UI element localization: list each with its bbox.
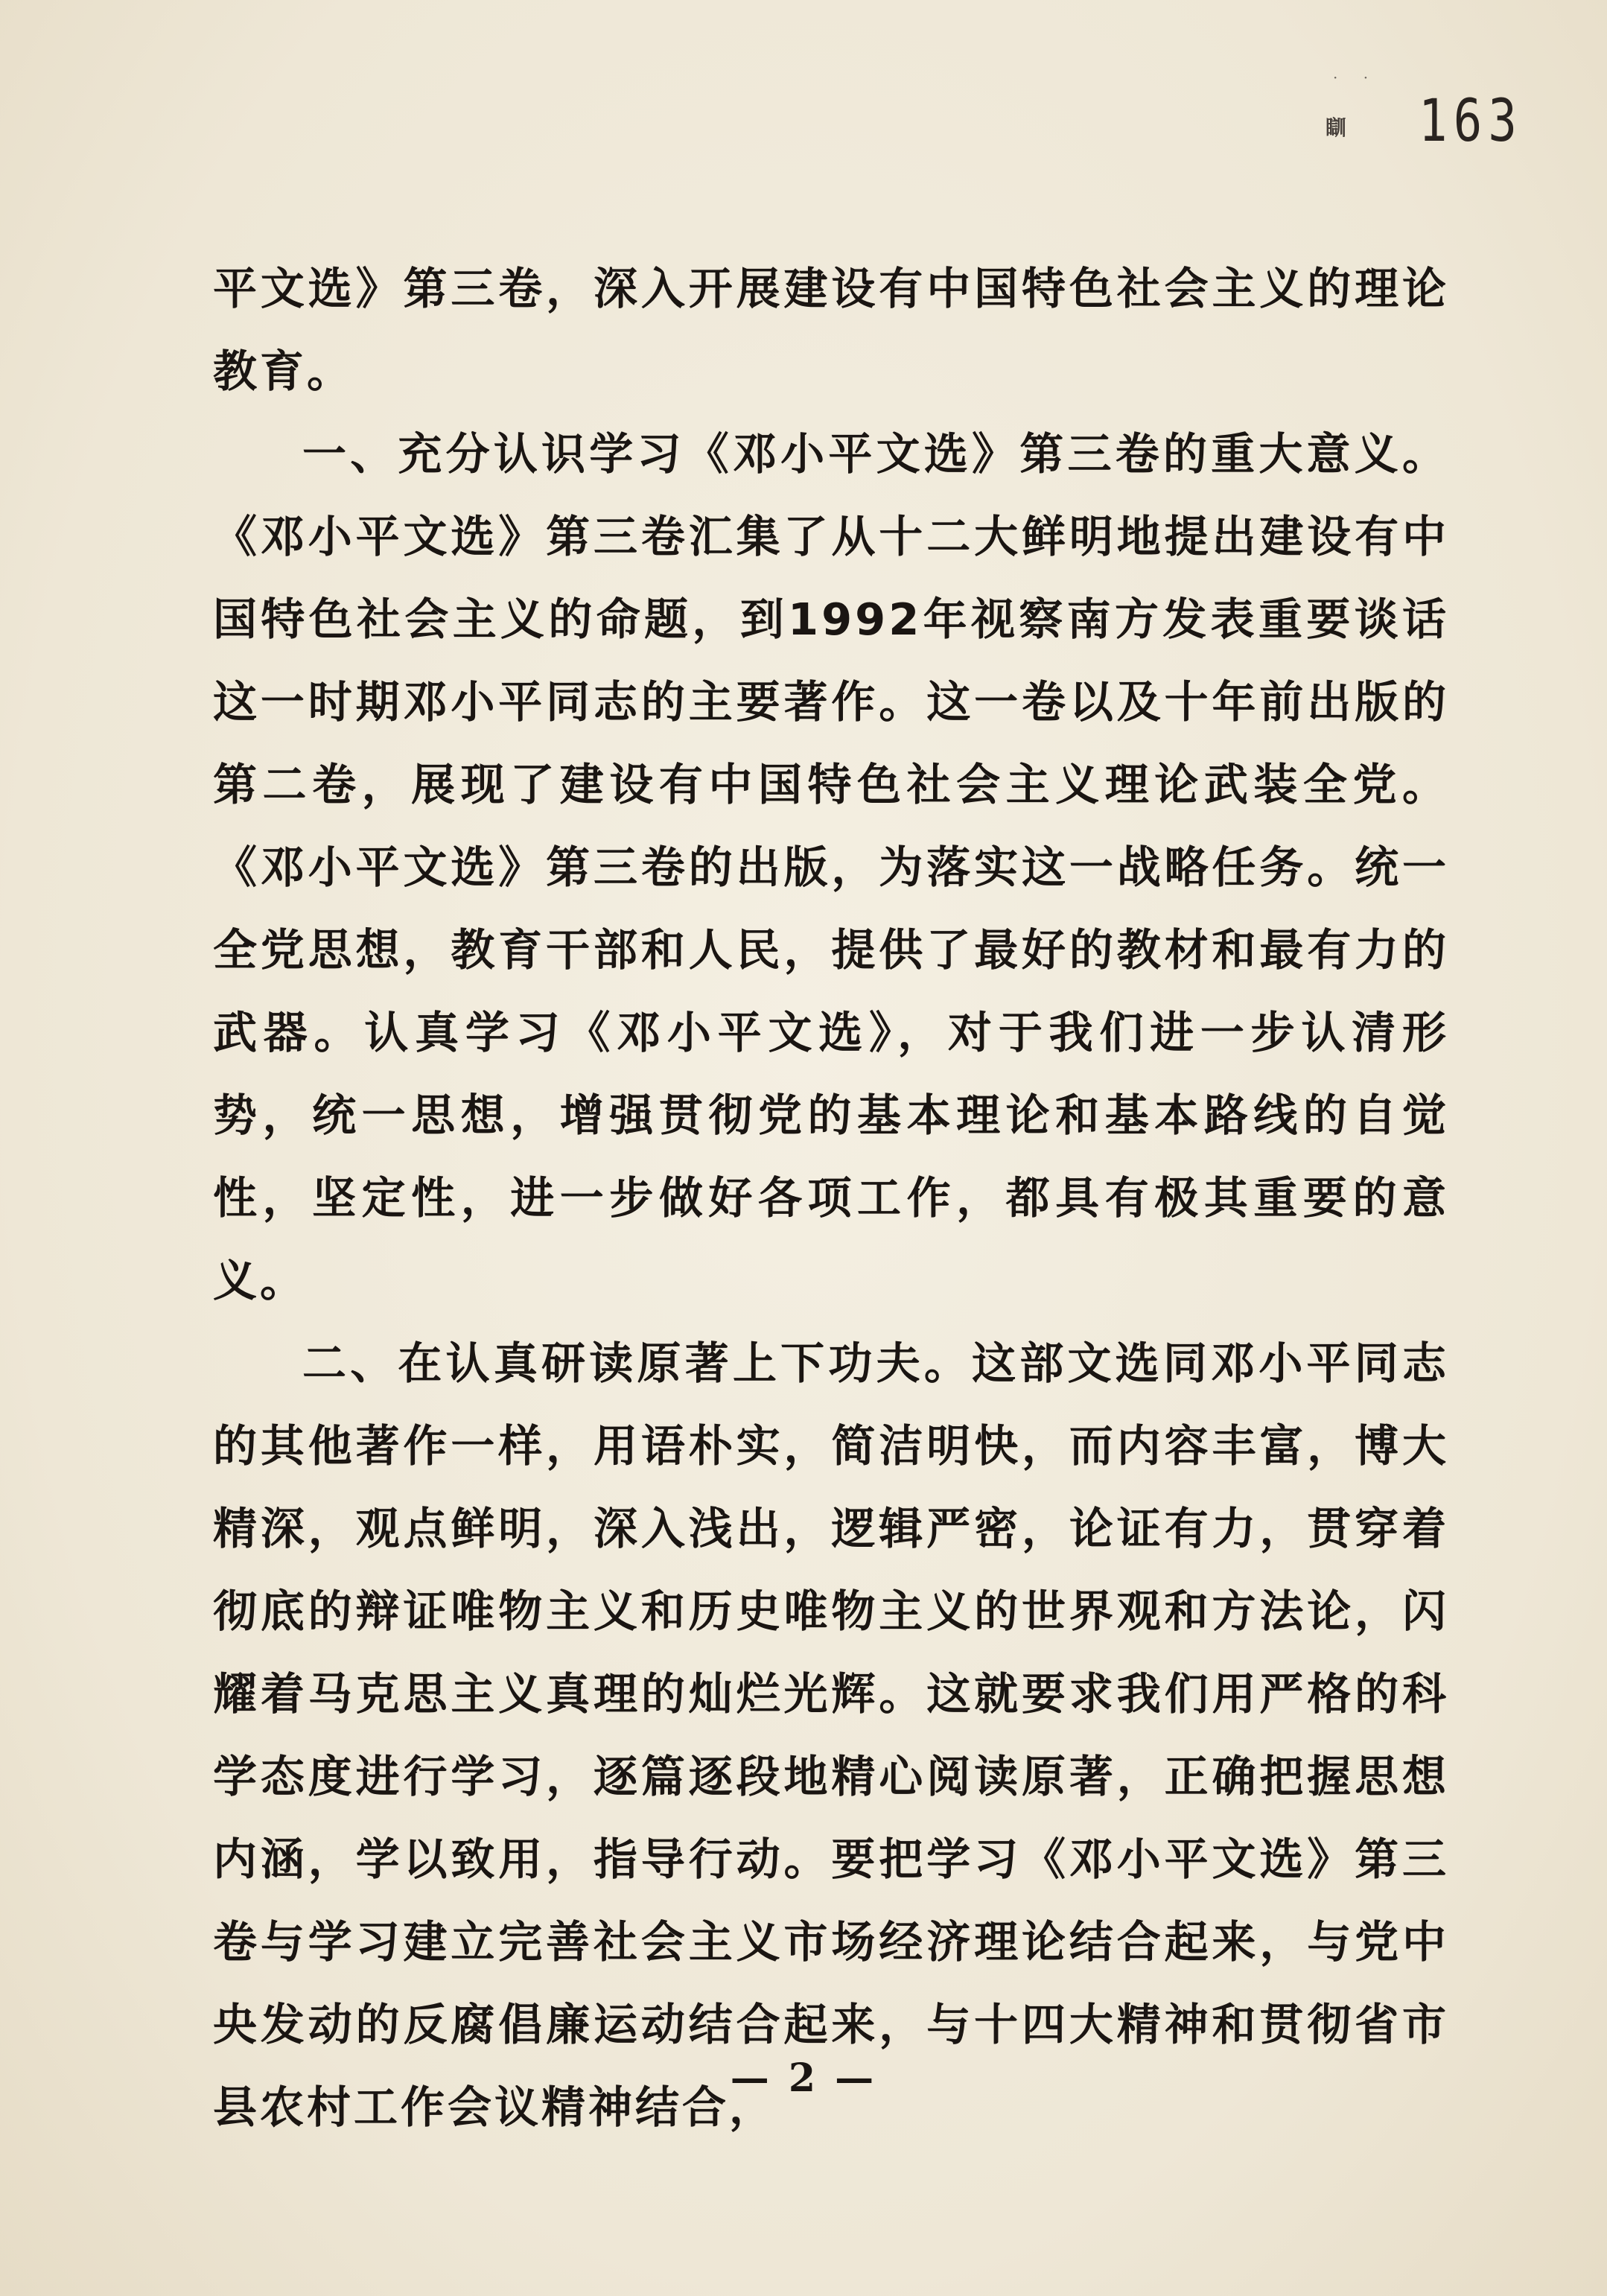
archive-number: 163 xyxy=(1419,88,1524,155)
body-text xyxy=(213,247,1449,2149)
paragraph-significance: 一、充分认识学习《邓小平文选》第三卷的重大意义。《邓小平文选》第三卷汇集了从十二大鲜明地提出建设有中国特色社会主义的命题，到1992年视察南方发表重要谈话这一时期邓小平同志的主要著作。这一卷以及十年前出版的第二卷，展现了建设有中国特色社会主义理论武装全党。《邓小平文选》第三卷的出版，为落实这一战略任务。统一全党思想，教育干部和人民，提供了最好的教材和最有力的武器。认真学习《邓小平文选》，对于我们进一步认清形势，统一思想，增强贯彻党的基本理论和基本路线的自觉性，坚定性，进一步做好各项工作，都具有极其重要的意义。 xyxy=(213,428,1449,1306)
archive-stamp: 瞓 xyxy=(1326,115,1349,140)
page-number: — 2 — xyxy=(730,2055,877,2101)
paragraph-study-original: 二、在认真研读原著上下功夫。这部文选同邓小平同志的其他著作一样，用语朴实，简洁明快，而内容丰富，博大精深，观点鲜明，深入浅出，逻辑严密，论证有力，贯穿着彻底的辩证唯物主义和历史唯物主义的世界观和方法论，闪耀着马克思主义真理的灿烂光辉。这就要求我们用严格的科学态度进行学习，逐篇逐段地精心阅读原著，正确把握思想内涵，学以致用，指导行动。要把学习《邓小平文选》第三卷与学习建立完善社会主义市场经济理论结合起来，与党中央发动的反腐倡廉运动结合起来，与十四大精神和贯彻省市县农村工作会议精神结合， xyxy=(213,1338,1449,2133)
paragraph-continuation: 平文选》第三卷，深入开展建设有中国特色社会主义的理论教育。 xyxy=(213,263,1449,397)
margin-dots: · · xyxy=(1333,69,1379,86)
